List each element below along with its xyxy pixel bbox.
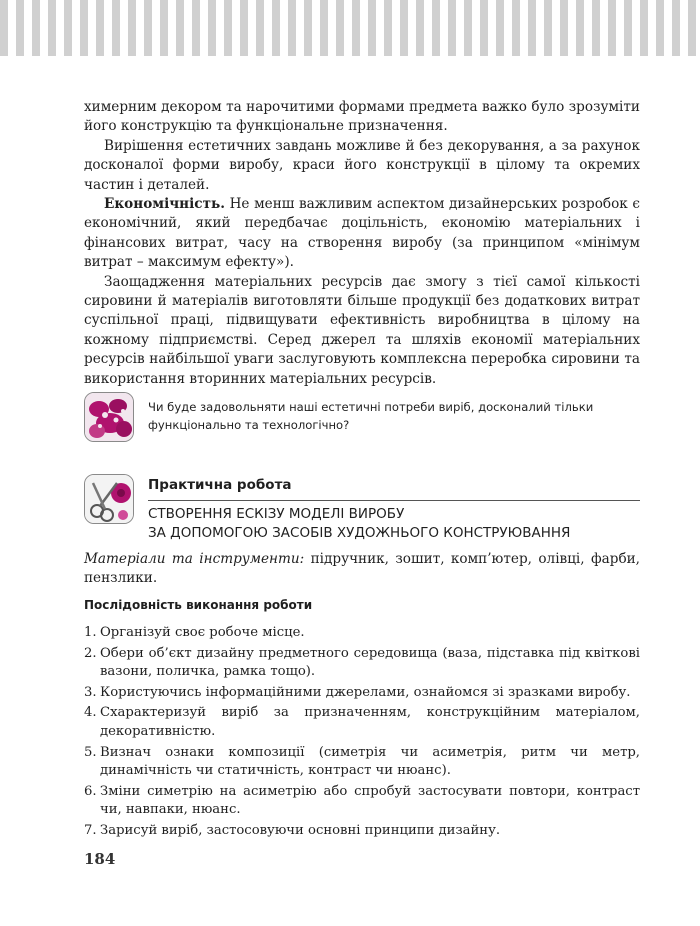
practical-title: Практична робота xyxy=(148,477,292,493)
paragraph: Вирішення естетичних завдань можливе й без декорування, а за рахунок досконалої форми виробу, краси його конструкції в цілому та окремих частин і деталей. xyxy=(84,137,640,193)
body-text xyxy=(84,98,640,389)
tools-icon xyxy=(84,474,134,524)
step-item: 5. Визнач ознаки композиції (симетрія чи асиметрія, ритм чи метр, динамічність чи статичність, контраст чи нюанс). xyxy=(84,744,640,779)
step-item: 4. Схарактеризуй виріб за призначенням, конструкційним матеріалом, декоративністю. xyxy=(84,705,640,739)
materials-text: підручник, зошит, комп’ютер, олівці, фарби, пензлики. xyxy=(84,551,641,587)
materials-label: Матеріали та інструменти: xyxy=(84,551,305,567)
step-item: 1. Організуй своє робоче місце. xyxy=(84,625,305,640)
paragraph: химерним декором та нарочитими формами предмета важко було зрозуміти його конструкцію та функціональне призначення. xyxy=(84,99,640,135)
practical-subtitle xyxy=(148,505,640,543)
practical-subtitle-line: СТВОРЕННЯ ЕСКІЗУ МОДЕЛІ ВИРОБУ xyxy=(148,506,405,522)
question-text: Чи буде задовольняти наші естетичні потреби виріб, досконалий тільки функціонально та технологічно? xyxy=(148,400,594,432)
sequence-title: Послідовність виконання роботи xyxy=(84,598,313,612)
page-number: 184 xyxy=(84,850,116,868)
step-item: 3. Користуючись інформаційними джерелами, ознайомся зі зразками виробу. xyxy=(84,684,631,700)
step-item: 7. Зарисуй виріб, застосовуючи основні принципи дизайну. xyxy=(84,822,501,838)
practical-subtitle-line: ЗА ДОПОМОГОЮ ЗАСОБІВ ХУДОЖНЬОГО КОНСТРУЮВАННЯ xyxy=(148,525,571,541)
header-stripes xyxy=(0,0,700,56)
steps-list xyxy=(84,624,640,843)
discussion-icon xyxy=(84,392,134,442)
step-item: 6. Зміни симетрію на асиметрію або спробуй застосувати повтори, контраст чи, навпаки, нюанс. xyxy=(84,783,640,818)
paragraph: Заощадження матеріальних ресурсів дає змогу з тієї самої кількості сировини й матеріалів виготовляти більше продукції без додаткових витрат суспільної праці, підвищувати ефективність виробництва в цілому на кожному підприємстві. Серед джерел та шляхів економії матеріальних ресурсів найбільшої уваги заслуговують комплексна переробка сировини та використання вторинних матеріальних ресурсів. xyxy=(84,273,640,387)
step-item: 2. Обери об’єкт дизайну предметного середовища (ваза, підставка під квіткові вазони, поличка, рамка тощо). xyxy=(84,645,640,680)
paragraph-economy: Економічність. Не менш важливим аспектом дизайнерських розробок є економічний, який передбачає доцільність, економію матеріальних і фінансових витрат, часу на створення виробу (за принципом «мінімум витрат – максимум ефекту»). xyxy=(84,196,640,271)
materials xyxy=(84,550,640,589)
